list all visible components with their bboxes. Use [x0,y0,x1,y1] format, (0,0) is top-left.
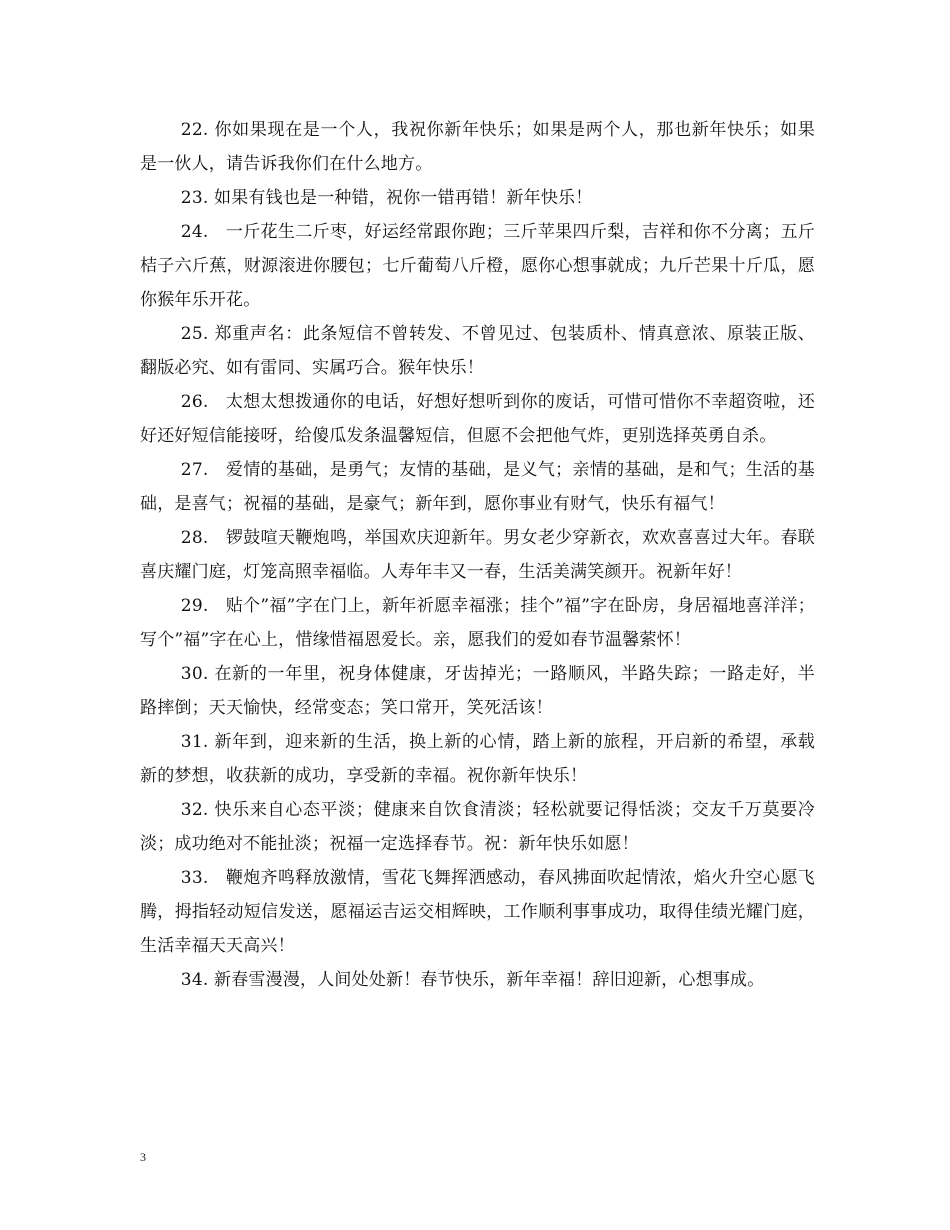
paragraph-26: 26. 太想太想拨通你的电话，好想好想听到你的废话，可惜可惜你不幸超资啦，还好还好短信能接呀，给傻瓜发条温馨短信，但愿不会把他气炸，更别选择英勇自杀。 [140,392,815,446]
paragraph-28: 28. 锣鼓喧天鞭炮鸣，举国欢庆迎新年。男女老少穿新衣，欢欢喜喜过大年。春联喜庆耀门庭，灯笼高照幸福临。人寿年丰又一春，生活美满笑颜开。祝新年好！ [140,528,815,582]
paragraph-30: 30. 在新的一年里，祝身体健康，牙齿掉光；一路顺风，半路失踪；一路走好，半路摔倒；天天愉快，经常变态；笑口常开，笑死活该！ [140,664,815,718]
page-number: 3 [140,1150,146,1164]
paragraph-24: 24. 一斤花生二斤枣，好运经常跟你跑；三斤苹果四斤梨，吉祥和你不分离；五斤桔子六斤蕉，财源滚进你腰包；七斤葡萄八斤橙，愿你心想事就成；九斤芒果十斤瓜，愿你猴年乐开花。 [140,222,815,310]
paragraph-25: 25. 郑重声名：此条短信不曾转发、不曾见过、包装质朴、情真意浓、原装正版、翻版必究、如有雷同、实属巧合。猴年快乐！ [140,324,815,378]
paragraph-22: 22. 你如果现在是一个人，我祝你新年快乐；如果是两个人，那也新年快乐；如果是一伙人，请告诉我你们在什么地方。 [140,120,815,174]
paragraph-33: 33. 鞭炮齐鸣释放激情，雪花飞舞挥洒感动，春风拂面吹起情浓，焰火升空心愿飞腾，拇指轻动短信发送，愿福运吉运交相辉映，工作顺利事事成功，取得佳绩光耀门庭，生活幸福天天高兴！ [140,868,815,956]
paragraph-34: 34. 新春雪漫漫，人间处处新！春节快乐，新年幸福！辞旧迎新，心想事成。 [180,970,765,990]
paragraph-29: 29. 贴个”福”字在门上，新年祈愿幸福涨；挂个”福”字在卧房，身居福地喜洋洋；写个”福”字在心上，惜缘惜福恩爱长。亲，愿我们的爱如春节温馨萦怀！ [140,596,815,650]
paragraph-23: 23. 如果有钱也是一种错，祝你一错再错！新年快乐！ [180,188,593,208]
document-body [140,113,815,997]
paragraph-31: 31. 新年到，迎来新的生活，换上新的心情，踏上新的旅程，开启新的希望，承载新的梦想，收获新的成功，享受新的幸福。祝你新年快乐！ [140,732,815,786]
paragraph-32: 32. 快乐来自心态平淡；健康来自饮食清淡；轻松就要记得恬淡；交友千万莫要冷淡；成功绝对不能扯淡；祝福一定选择春节。祝：新年快乐如愿！ [140,800,815,854]
paragraph-27: 27. 爱情的基础，是勇气；友情的基础，是义气；亲情的基础，是和气；生活的基础，是喜气；祝福的基础，是豪气；新年到，愿你事业有财气，快乐有福气！ [140,460,815,514]
